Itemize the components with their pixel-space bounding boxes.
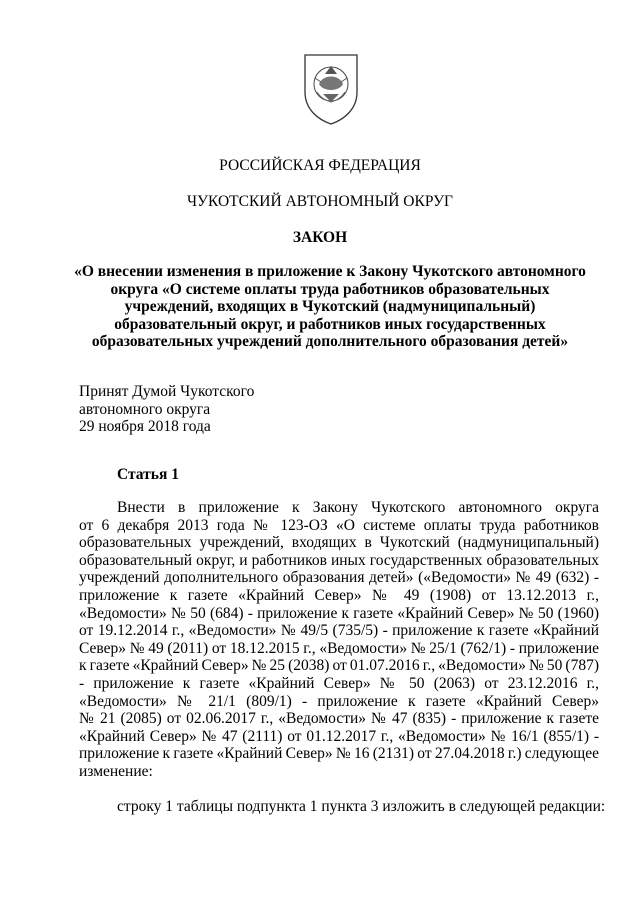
- article-line: Внести в приложение к Закону Чукотского автономного округа: [117, 499, 599, 516]
- coat-of-arms-icon: [301, 52, 361, 126]
- article-body: [79, 499, 599, 781]
- adoption-line: автономного округа: [79, 400, 211, 418]
- article-line: № 21 (2085) от 02.06.2017 г., «Ведомости» № 47 (835) - приложение к газете: [79, 710, 599, 728]
- law-title-line: «О внесении изменения в приложение к Закону Чукотского автономного: [74, 263, 586, 280]
- adoption-line: Принят Думой Чукотского: [79, 383, 255, 400]
- article-line: образовательный округ, и работников иных государственных образовательных: [79, 551, 599, 569]
- law-title-line: округа «О системе оплаты труда работников образовательных: [110, 280, 550, 298]
- adoption-info: [79, 383, 254, 436]
- article-line: «Ведомости» № 21/1 (809/1) - приложение к газете «Крайний Север»: [79, 692, 599, 710]
- law-title-line: образовательный округ, и работников иных государственных: [114, 315, 546, 333]
- article-line: приложение к газете «Крайний Север» № 49 (1908) от 13.12.2013 г.,: [79, 586, 599, 604]
- header-federation: РОССИЙСКАЯ ФЕДЕРАЦИЯ: [219, 157, 421, 174]
- article-line: от 19.12.2014 г., «Ведомости» № 49/5 (735/5) - приложение к газете «Крайний: [79, 622, 599, 640]
- law-title-line: учреждений, входящих в Чукотский (надмуниципальный): [124, 298, 536, 315]
- article-line: Север» № 49 (2011) от 18.12.2015 г., «Ведомости» № 25/1 (762/1) - приложение: [79, 639, 599, 657]
- article-line: учреждений дополнительного образования детей» («Ведомости» № 49 (632) -: [79, 569, 599, 587]
- article-line: - приложение к газете «Крайний Север» № 50 (2063) от 23.12.2016 г.,: [79, 674, 599, 692]
- article-line: от 6 декабря 2013 года № 123-ОЗ «О системе оплаты труда работников: [79, 516, 599, 534]
- article-line: образовательных учреждений, входящих в Чукотский (надмуниципальный): [79, 534, 599, 552]
- article-line: изменение:: [79, 762, 153, 780]
- document-type: ЗАКОН: [292, 229, 348, 246]
- article-title: Статья 1: [117, 466, 179, 483]
- article-line: к газете «Крайний Север» № 25 (2038) от 01.07.2016 г., «Ведомости» № 50 (787): [79, 657, 599, 675]
- article-line: «Крайний Север» № 47 (2111) от 01.12.2017 г., «Ведомости» № 16/1 (855/1) -: [79, 727, 599, 745]
- header-okrug: ЧУКОТСКИЙ АВТОНОМНЫЙ ОКРУГ: [186, 193, 454, 210]
- law-title: [70, 263, 590, 351]
- instruction-text: строку 1 таблицы подпункта 1 пункта 3 изложить в следующей редакции:: [117, 798, 606, 815]
- adoption-date: 29 ноября 2018 года: [79, 418, 211, 435]
- article-line: приложение к газете «Крайний Север» № 16 (2131) от 27.04.2018 г.) следующее: [79, 745, 599, 763]
- article-line: «Ведомости» № 50 (684) - приложение к газете «Крайний Север» № 50 (1960): [79, 604, 599, 622]
- law-title-line: образовательных учреждений дополнительного образования детей»: [91, 333, 569, 350]
